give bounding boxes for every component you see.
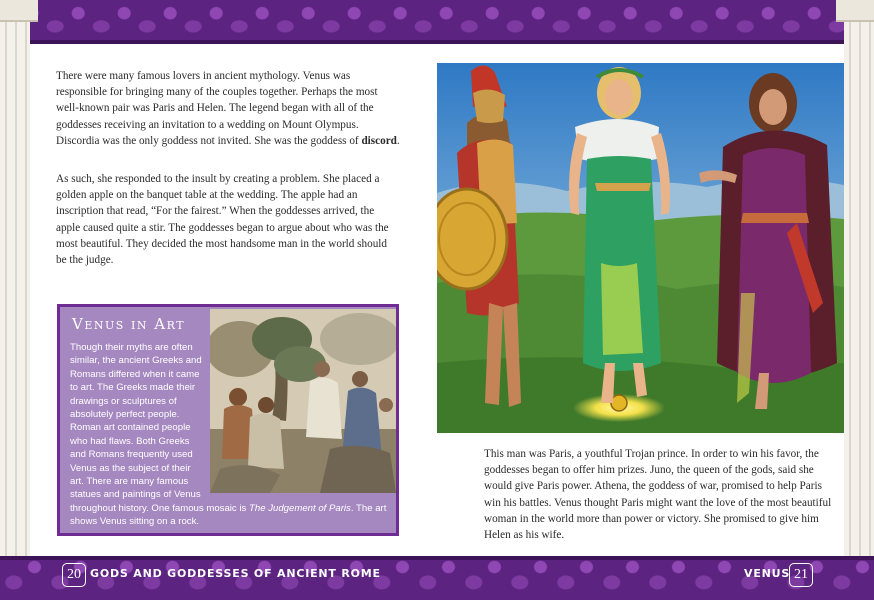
sidebar-body-end: . The art shows Venus sitting on a rock. <box>70 502 387 528</box>
right-column-pillar <box>844 0 874 600</box>
sidebar-body-text: Though their myths are often similar, the ancient Greeks and Romans differed when it came to art. The Greeks made their drawings or sculptures of absolutely perfect people. Roman art contained people who had flaws. Both Greeks and Romans frequently used Venus as the subject of their art. There are many famous statues and paintings of Venus throughout history. One famous mosaic is <box>70 342 249 514</box>
bottom-decorative-band <box>0 556 874 600</box>
left-column-pillar <box>0 0 30 600</box>
right-paragraph: This man was Paris, a youthful Trojan prince. In order to win his favor, the goddesses began to offer him prizes. Juno, the queen of the gods, said she would give Paris power. Athena, the goddess of war, promised to help Paris win his battles. Venus thought Paris might want the love of the most beautiful woman in the world more than power or victory. She promised to give him Helen as his wife. <box>484 448 832 542</box>
judgement-of-paris-mosaic-image <box>210 309 396 493</box>
para1-bold-term: discord <box>361 134 397 147</box>
chapter-title-footer: VENUS <box>744 567 791 580</box>
para1-text: There were many famous lovers in ancient mythology. Venus was responsible for bringing many of the couples together. Perhaps the most well-known pair was Paris and Helen. The legend began with all of the goddesses receiving an invitation to a wedding on Mount Olympus. Discordia was the only goddess not invited. She was the goddess of <box>56 70 378 147</box>
para1-end: . <box>396 134 400 147</box>
judgement-of-paris-illustration <box>437 63 844 433</box>
left-column-capital <box>0 0 38 22</box>
left-page-number: 20 <box>62 563 86 587</box>
left-paragraph-1 <box>56 68 400 149</box>
right-page-number: 21 <box>789 563 813 587</box>
right-column-capital <box>836 0 874 22</box>
book-title-footer: GODS AND GODDESSES OF ANCIENT ROME <box>90 567 381 580</box>
sidebar-artwork-title: The Judgement of Paris <box>249 502 351 514</box>
venus-in-art-sidebar <box>57 304 399 536</box>
left-paragraph-2: As such, she responded to the insult by creating a problem. She placed a golden apple on the banquet table at the wedding. The apple had an inscription that read, “For the fairest.” When the goddesses arrived, the apple caused quite a stir. The goddesses began to argue about who was the most beautiful. They decided the most handsome man in the world should be the judge. <box>56 173 389 267</box>
top-decorative-band <box>0 0 874 44</box>
book-spread <box>30 44 844 556</box>
sidebar-title: Venus in Art <box>72 315 186 333</box>
